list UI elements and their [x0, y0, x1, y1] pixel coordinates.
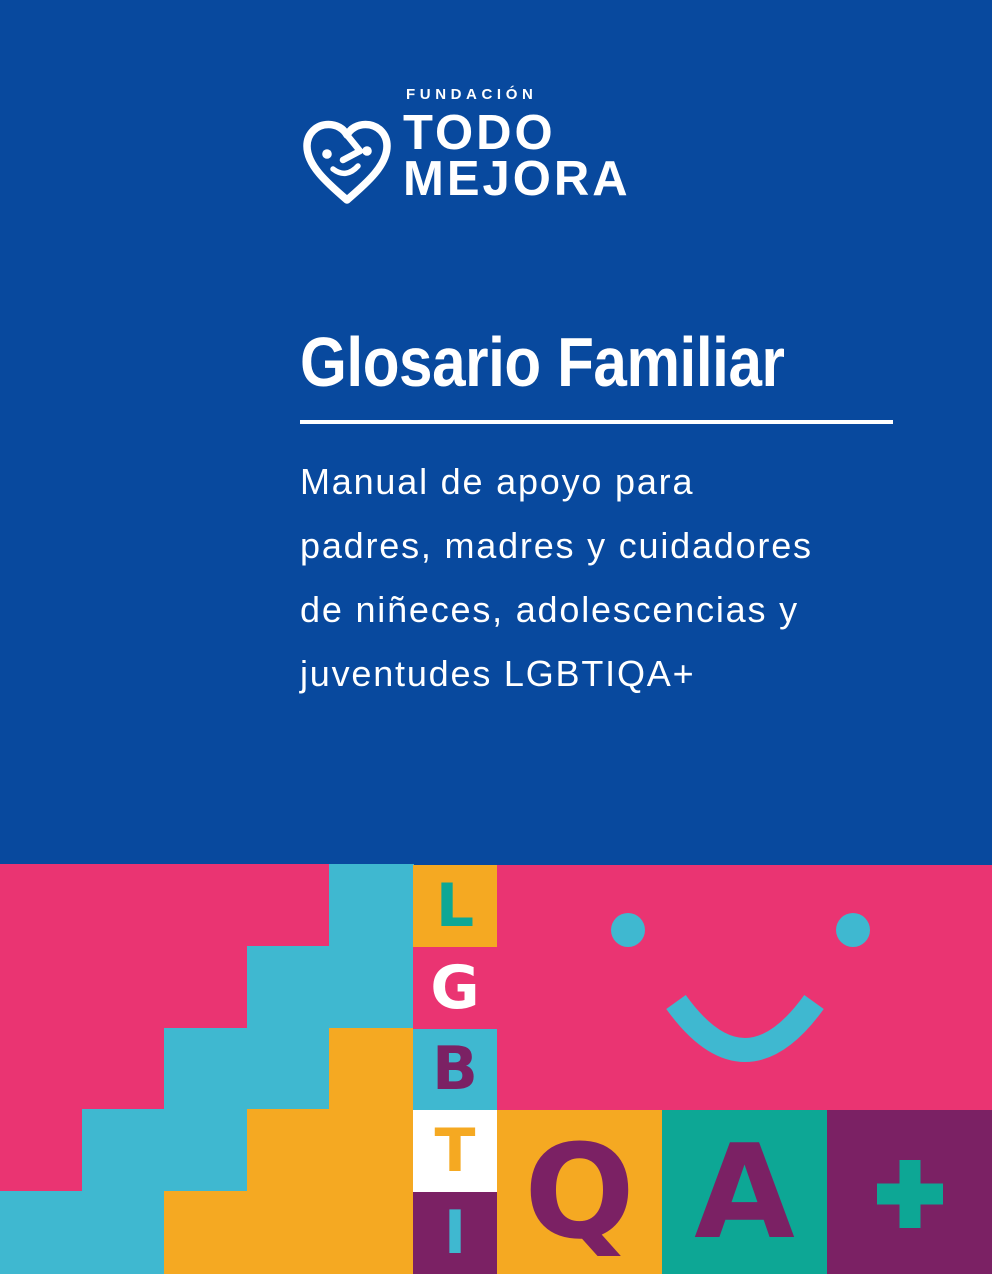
mosaic-right-zone: [497, 865, 992, 1274]
logo-left-eye: [322, 149, 332, 159]
stair-cell: [0, 865, 83, 947]
subtitle-line: juventudes LGBTIQA+: [300, 653, 696, 694]
stair-cell: [0, 947, 83, 1029]
big-square-Q: Q: [497, 1110, 662, 1274]
stair-cell: [248, 1029, 331, 1111]
stair-cell: [330, 865, 413, 947]
stair-cell: [330, 1192, 413, 1274]
letter-square-L: L: [413, 865, 497, 947]
stair-cell: [165, 1029, 248, 1111]
stair-cell: [248, 947, 331, 1029]
subtitle-line: padres, madres y cuidadores: [300, 525, 813, 566]
stair-cell: [83, 1192, 166, 1274]
heart-smile-logo-icon: [297, 112, 397, 212]
title-divider: [300, 420, 893, 424]
stairs: [0, 865, 413, 1274]
stair-cell: [330, 1029, 413, 1111]
stair-cell: [165, 865, 248, 947]
stair-cell: [165, 1110, 248, 1192]
logo-org-label: FUNDACIÓN: [406, 86, 538, 103]
stair-cell: [248, 865, 331, 947]
stair-cell: [248, 1192, 331, 1274]
logo-name-line2: MEJORA: [403, 152, 631, 206]
stair-cell: [248, 1110, 331, 1192]
stair-cell: [0, 1192, 83, 1274]
stair-cell: [83, 865, 166, 947]
stair-cell: [83, 1029, 166, 1111]
smiley-right-eye: [836, 913, 870, 947]
stair-cell: [330, 947, 413, 1029]
letter-column: [413, 865, 497, 1274]
subtitle-line: de niñeces, adolescencias y: [300, 589, 799, 630]
smiley-left-eye: [611, 913, 645, 947]
heart-seam: [343, 135, 360, 160]
letter-square-I: I: [413, 1192, 497, 1274]
logo-name-line1: TODO: [403, 106, 556, 160]
big-square-plus: [827, 1110, 992, 1274]
stair-cell: [0, 1110, 83, 1192]
letter-square-T: T: [413, 1110, 497, 1192]
stair-cell: [0, 1029, 83, 1111]
brand-text: [403, 86, 631, 206]
logo-right-eye: [362, 146, 372, 156]
mosaic-footer: [0, 865, 992, 1274]
subtitle-line: Manual de apoyo para: [300, 461, 695, 502]
plus-icon: [899, 1160, 920, 1228]
page-title: Glosario Familiar: [300, 323, 785, 401]
stair-cell: [83, 947, 166, 1029]
logo-smile: [333, 166, 358, 173]
smiley-mouth: [676, 1002, 814, 1050]
letter-square-G: G: [413, 947, 497, 1029]
letter-square-B: B: [413, 1029, 497, 1111]
page-subtitle: [300, 450, 813, 706]
big-square-A: A: [662, 1110, 827, 1274]
bottom-row: [497, 1110, 992, 1274]
stair-cell: [83, 1110, 166, 1192]
stair-cell: [165, 947, 248, 1029]
stair-cell: [165, 1192, 248, 1274]
smiley-face-icon: [497, 865, 992, 1110]
stair-cell: [330, 1110, 413, 1192]
face-panel: [497, 865, 992, 1110]
